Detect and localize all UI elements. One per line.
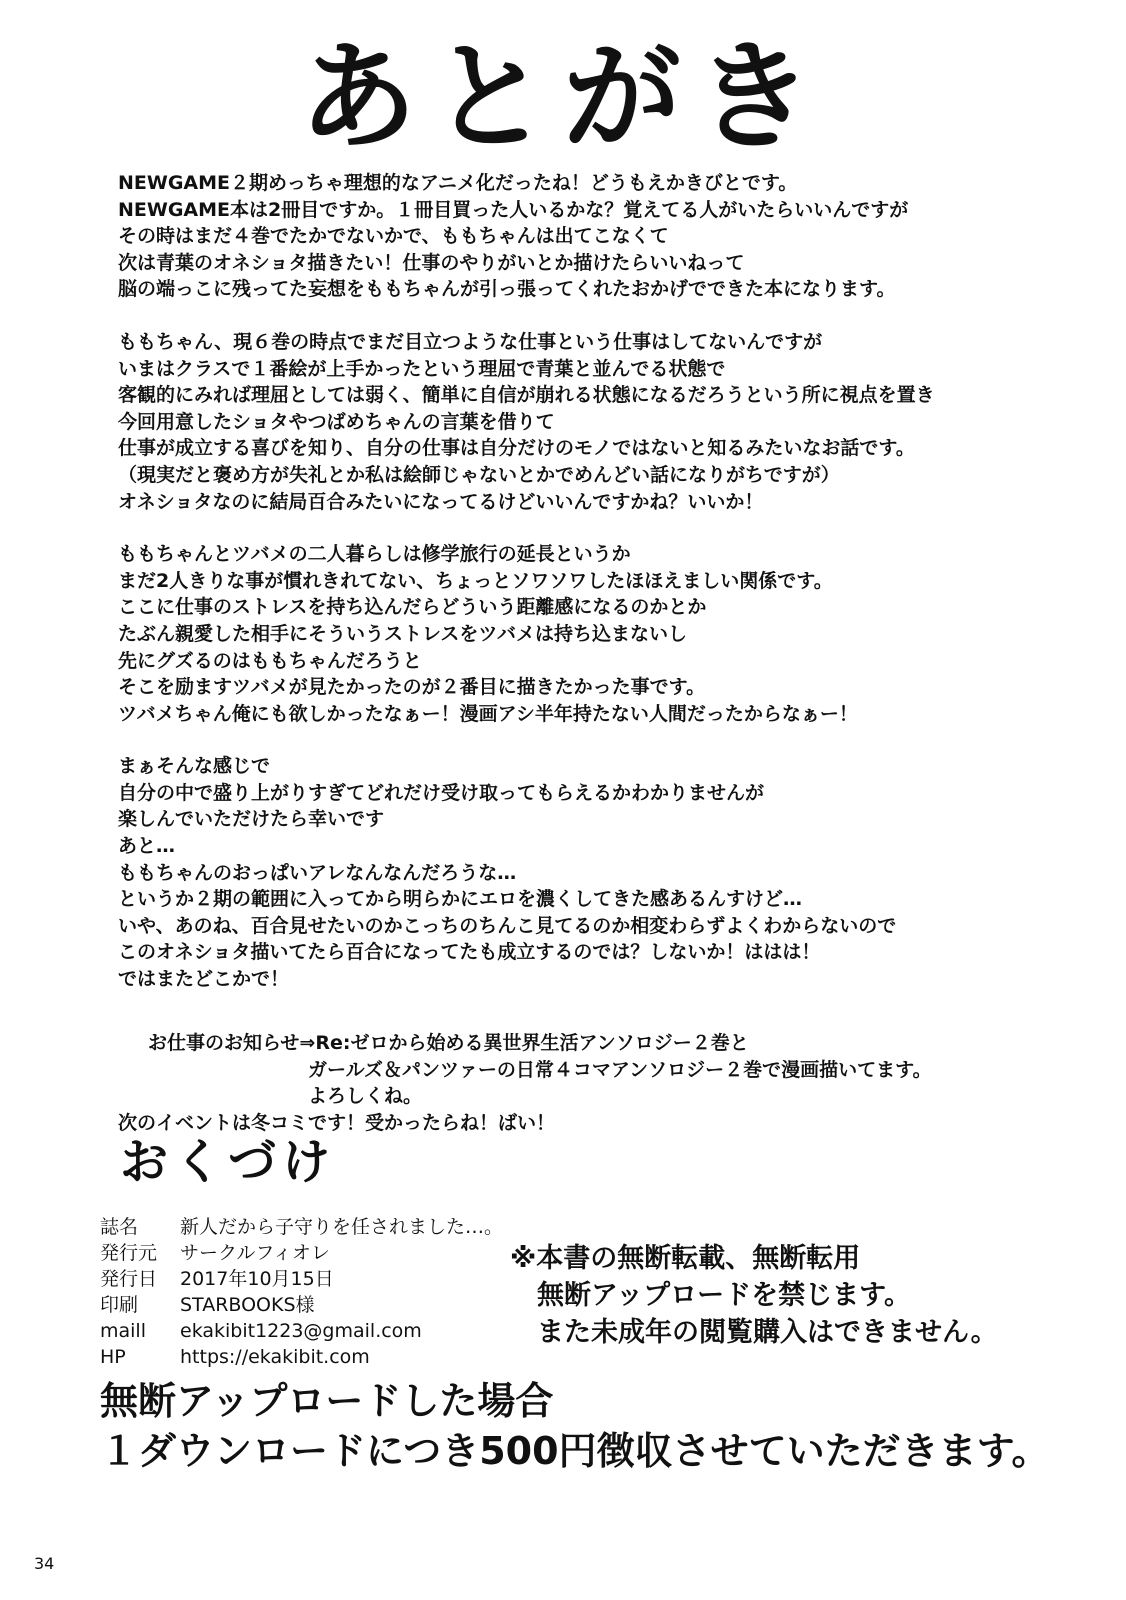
text-line: ここに仕事のストレスを持ち込んだらどういう距離感になるのかとか	[118, 596, 707, 619]
text-line: ももちゃんとツバメの二人暮らしは修学旅行の延長というか	[118, 543, 631, 566]
text-line: まだ2人きりな事が慣れきれてない、ちょっとソワソワしたほほえましい関係です。	[118, 569, 833, 592]
text-line: 客観的にみれば理屈としては弱く、簡単に自信が崩れる状態になるだろうという所に視点を置き	[118, 384, 935, 407]
colophon-row-mail	[100, 1318, 503, 1344]
text-line: たぶん親愛した相手にそういうストレスをツバメは持ち込まないし	[118, 622, 688, 645]
text-line: NEWGAME２期めっちゃ理想的なアニメ化だったね！どうもえかきびとです。	[118, 172, 798, 194]
colophon-value: サークルフィオレ	[180, 1242, 330, 1264]
notice-line: また未成年の閲覧購入はできません。	[510, 1317, 998, 1348]
colophon-key: 発行日	[100, 1268, 158, 1290]
copyright-notice	[510, 1240, 998, 1351]
work-notice-line: お仕事のお知らせ⇒Re:ゼロから始める異世界生活アンソロジー２巻と	[148, 1032, 749, 1054]
text-line: 楽しんでいただけたら幸いです	[118, 808, 385, 831]
text-line: NEWGAME本は2冊目ですか。１冊目買った人いるかな？覚えてる人がいたらいいんですが	[118, 198, 909, 221]
colophon-key: HP	[100, 1346, 126, 1368]
text-line: 仕事が成立する喜びを知り、自分の仕事は自分だけのモノではないと知るみたいなお話です。	[118, 437, 915, 460]
page-number: 34	[34, 1554, 55, 1573]
text-line: いや、あのね、百合見せたいのかこっちのちんこ見てるのか相変わらずよくわからないので	[118, 914, 897, 937]
colophon	[100, 1214, 503, 1370]
text-line: ではまたどこかで！	[118, 968, 290, 991]
colophon-key: 印刷	[100, 1294, 139, 1316]
text-line: ツバメちゃん俺にも欲しかったなぁー！漫画アシ半年持たない人間だったからなぁー！	[118, 702, 858, 725]
text-line: 次は青葉のオネショタ描きたい！仕事のやりがいとか描けたらいいねって	[118, 251, 745, 274]
text-line: このオネショタ描いてたら百合になってたも成立するのでは？しないか！ははは！	[118, 941, 821, 964]
colophon-row-publisher	[100, 1240, 503, 1266]
upload-warning	[100, 1376, 1050, 1476]
text-line: （現実だと褒め方が失礼とか私は絵師じゃないとかでめんどい話になりがちですが）	[118, 463, 840, 486]
work-notice-line: よろしくね。	[308, 1085, 423, 1108]
text-line: ももちゃん、現６巻の時点でまだ目立つような仕事という仕事はしてないんですが	[118, 330, 823, 353]
work-notice-line: ガールズ＆パンツァーの日常４コマアンソロジー２巻で漫画描いてます。	[308, 1058, 932, 1081]
afterword-title: あとがき	[298, 28, 827, 166]
text-line: 先にグズるのはももちゃんだろうと	[118, 649, 422, 672]
text-line: まぁそんな感じで	[118, 755, 271, 778]
text-line: その時はまだ４巻でたかでないかで、ももちゃんは出てこなくて	[118, 225, 669, 248]
text-line: 自分の中で盛り上がりすぎてどれだけ受け取ってもらえるかわかりませんが	[118, 781, 765, 804]
afterword-body	[118, 170, 1118, 1019]
colophon-value: ekakibit1223@gmail.com	[180, 1320, 422, 1342]
colophon-key: 発行元	[100, 1242, 158, 1264]
text-line: そこを励ますツバメが見たかったのが２番目に描きたかった事です。	[118, 676, 706, 699]
colophon-value: 新人だから子守りを任されました…。	[180, 1216, 504, 1238]
text-line: ももちゃんのおっぱいアレなんなんだろうな…	[118, 861, 517, 884]
paragraph-3	[118, 541, 1118, 727]
colophon-key: maill	[100, 1320, 146, 1342]
text-line: オネショタなのに結局百合みたいになってるけどいいんですかね？いいか！	[118, 490, 764, 513]
text-line: 脳の端っこに残ってた妄想をももちゃんが引っ張ってくれたおかげでできた本になります。	[118, 278, 896, 301]
text-line: いまはクラスで１番絵が上手かったという理屈で青葉と並んでる状態で	[118, 357, 726, 380]
paragraph-1	[118, 170, 1118, 303]
warning-line: １ダウンロードにつき500円徴収させていただきます。	[100, 1429, 1050, 1473]
text-line: というか２期の範囲に入ってから明らかにエロを濃くしてきた感あるんすけど…	[118, 888, 803, 911]
work-notice	[118, 1030, 932, 1136]
paragraph-4	[118, 753, 1118, 992]
colophon-title: おくづけ	[120, 1134, 337, 1190]
notice-line: ※本書の無断転載、無断転用	[510, 1243, 861, 1274]
warning-line: 無断アップロードした場合	[100, 1379, 554, 1423]
colophon-row-printer	[100, 1292, 503, 1318]
text-line: 今回用意したショタやつばめちゃんの言葉を借りて	[118, 410, 555, 433]
colophon-value: STARBOOKS様	[180, 1294, 315, 1316]
event-notice-line: 次のイベントは冬コミです！受かったらね！ばい！	[118, 1111, 556, 1134]
colophon-value: 2017年10月15日	[180, 1268, 334, 1290]
colophon-row-homepage	[100, 1344, 503, 1370]
colophon-key: 誌名	[100, 1216, 139, 1238]
notice-line: 無断アップロードを禁じます。	[510, 1280, 911, 1311]
colophon-row-date	[100, 1266, 503, 1292]
colophon-row-title	[100, 1214, 503, 1240]
colophon-value: https://ekakibit.com	[180, 1346, 370, 1368]
paragraph-2	[118, 329, 1118, 515]
text-line: あと…	[118, 835, 176, 858]
